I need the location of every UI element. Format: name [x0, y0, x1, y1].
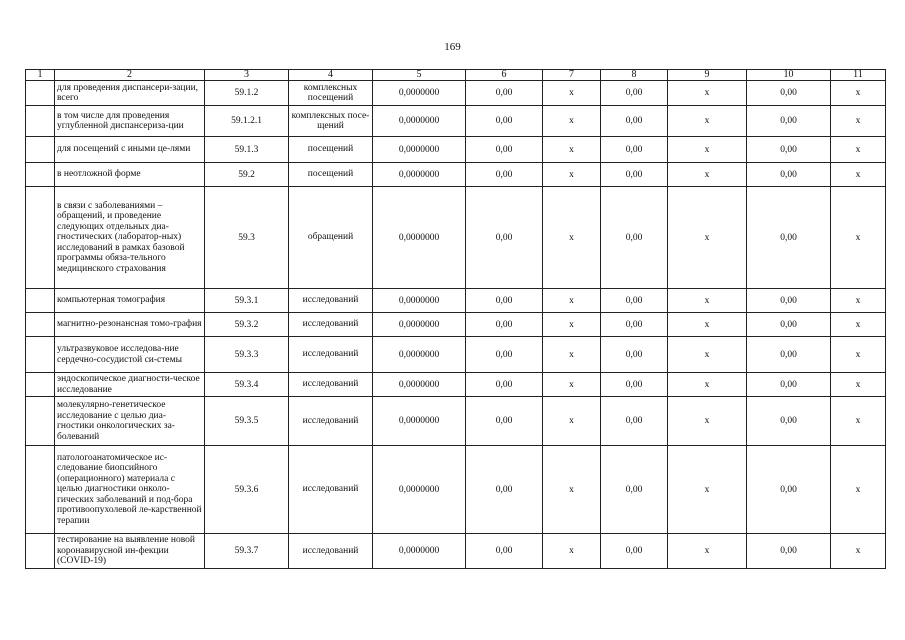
table-row	[26, 81, 886, 106]
row-col1-cell	[26, 534, 55, 569]
row-c11-cell: х	[831, 534, 886, 569]
row-name-cell: тестирование на выявление новой коронавирусной ин-фекции (COVID-19)	[55, 534, 205, 569]
column-header-1: 1	[26, 70, 55, 81]
row-c8-cell: 0,00	[601, 337, 668, 373]
row-c10-cell: 0,00	[747, 373, 831, 397]
row-unit-cell: исследований	[289, 373, 373, 397]
row-col1-cell	[26, 289, 55, 313]
row-c5-cell: 0,0000000	[373, 397, 466, 446]
row-code-cell: 59.3	[205, 187, 289, 289]
row-c9-cell: х	[668, 337, 747, 373]
row-c7-cell: х	[543, 373, 601, 397]
row-c5-cell: 0,0000000	[373, 313, 466, 337]
row-c5-cell: 0,0000000	[373, 106, 466, 137]
table-row	[26, 137, 886, 163]
row-c8-cell: 0,00	[601, 534, 668, 569]
table-row	[26, 397, 886, 446]
row-c7-cell: х	[543, 81, 601, 106]
row-c9-cell: х	[668, 187, 747, 289]
row-c11-cell: х	[831, 397, 886, 446]
column-header-7: 7	[543, 70, 601, 81]
column-header-4: 4	[289, 70, 373, 81]
table-row	[26, 106, 886, 137]
row-unit-cell: исследований	[289, 397, 373, 446]
row-c9-cell: х	[668, 397, 747, 446]
row-unit-cell: комплексных посе-щений	[289, 106, 373, 137]
table-row	[26, 337, 886, 373]
row-code-cell: 59.3.7	[205, 534, 289, 569]
row-code-cell: 59.2	[205, 163, 289, 187]
row-c11-cell: х	[831, 337, 886, 373]
row-code-cell: 59.3.5	[205, 397, 289, 446]
column-header-10: 10	[747, 70, 831, 81]
row-c7-cell: х	[543, 137, 601, 163]
row-c7-cell: х	[543, 187, 601, 289]
row-name-cell: молекулярно-генетическое исследование с целью диа-гностики онкологических за-болеваний	[55, 397, 205, 446]
row-name-cell: патологоанатомическое ис-следование биопсийного (операционного) материала с целью диагностики онколо-гических заболеваний и под-бора противоопухолевой ле-карственной терапии	[55, 446, 205, 534]
row-c10-cell: 0,00	[747, 289, 831, 313]
row-c8-cell: 0,00	[601, 373, 668, 397]
row-code-cell: 59.1.2.1	[205, 106, 289, 137]
row-col1-cell	[26, 163, 55, 187]
row-c10-cell: 0,00	[747, 81, 831, 106]
row-col1-cell	[26, 373, 55, 397]
row-c9-cell: х	[668, 163, 747, 187]
row-c8-cell: 0,00	[601, 106, 668, 137]
row-c6-cell: 0,00	[466, 534, 543, 569]
row-c5-cell: 0,0000000	[373, 337, 466, 373]
row-c8-cell: 0,00	[601, 81, 668, 106]
row-c11-cell: х	[831, 106, 886, 137]
page-number: 169	[444, 41, 461, 53]
row-c5-cell: 0,0000000	[373, 289, 466, 313]
row-c5-cell: 0,0000000	[373, 137, 466, 163]
row-c7-cell: х	[543, 337, 601, 373]
column-header-11: 11	[831, 70, 886, 81]
row-unit-cell: исследований	[289, 534, 373, 569]
row-c6-cell: 0,00	[466, 397, 543, 446]
row-c8-cell: 0,00	[601, 187, 668, 289]
row-c6-cell: 0,00	[466, 446, 543, 534]
table-row	[26, 163, 886, 187]
row-name-cell: для посещений с иными це-лями	[55, 137, 205, 163]
row-name-cell: в том числе для проведения углубленной диспансериза-ции	[55, 106, 205, 137]
row-unit-cell: исследований	[289, 313, 373, 337]
row-code-cell: 59.3.1	[205, 289, 289, 313]
row-c6-cell: 0,00	[466, 106, 543, 137]
row-c11-cell: х	[831, 137, 886, 163]
row-code-cell: 59.1.3	[205, 137, 289, 163]
row-name-cell: компьютерная томография	[55, 289, 205, 313]
row-col1-cell	[26, 187, 55, 289]
column-header-9: 9	[668, 70, 747, 81]
row-name-cell: эндоскопическое диагности-ческое исследование	[55, 373, 205, 397]
row-unit-cell: комплексных посещений	[289, 81, 373, 106]
row-c8-cell: 0,00	[601, 446, 668, 534]
row-unit-cell: исследований	[289, 446, 373, 534]
row-col1-cell	[26, 397, 55, 446]
row-col1-cell	[26, 313, 55, 337]
row-c7-cell: х	[543, 534, 601, 569]
row-unit-cell: исследований	[289, 289, 373, 313]
row-c10-cell: 0,00	[747, 397, 831, 446]
row-name-cell: магнитно-резонансная томо-графия	[55, 313, 205, 337]
row-c10-cell: 0,00	[747, 106, 831, 137]
row-c10-cell: 0,00	[747, 137, 831, 163]
row-col1-cell	[26, 106, 55, 137]
row-c11-cell: х	[831, 81, 886, 106]
row-col1-cell	[26, 337, 55, 373]
row-c6-cell: 0,00	[466, 137, 543, 163]
row-col1-cell	[26, 137, 55, 163]
row-code-cell: 59.1.2	[205, 81, 289, 106]
table-row	[26, 313, 886, 337]
row-c9-cell: х	[668, 81, 747, 106]
row-c8-cell: 0,00	[601, 137, 668, 163]
row-c10-cell: 0,00	[747, 313, 831, 337]
column-header-6: 6	[466, 70, 543, 81]
row-c11-cell: х	[831, 163, 886, 187]
row-c7-cell: х	[543, 106, 601, 137]
column-header-3: 3	[205, 70, 289, 81]
row-c9-cell: х	[668, 137, 747, 163]
data-table	[25, 69, 886, 569]
row-c8-cell: 0,00	[601, 313, 668, 337]
row-c11-cell: х	[831, 373, 886, 397]
row-c9-cell: х	[668, 446, 747, 534]
row-code-cell: 59.3.6	[205, 446, 289, 534]
row-c5-cell: 0,0000000	[373, 163, 466, 187]
row-c6-cell: 0,00	[466, 187, 543, 289]
row-unit-cell: посещений	[289, 137, 373, 163]
row-code-cell: 59.3.4	[205, 373, 289, 397]
row-c11-cell: х	[831, 446, 886, 534]
table-row	[26, 534, 886, 569]
row-c8-cell: 0,00	[601, 163, 668, 187]
row-c8-cell: 0,00	[601, 289, 668, 313]
row-c7-cell: х	[543, 163, 601, 187]
row-c7-cell: х	[543, 289, 601, 313]
row-c9-cell: х	[668, 373, 747, 397]
row-c7-cell: х	[543, 446, 601, 534]
row-code-cell: 59.3.3	[205, 337, 289, 373]
row-c7-cell: х	[543, 313, 601, 337]
table-row	[26, 446, 886, 534]
row-c10-cell: 0,00	[747, 534, 831, 569]
header-row	[26, 70, 886, 81]
table-row	[26, 289, 886, 313]
row-c5-cell: 0,0000000	[373, 446, 466, 534]
column-header-5: 5	[373, 70, 466, 81]
row-c5-cell: 0,0000000	[373, 373, 466, 397]
row-c10-cell: 0,00	[747, 187, 831, 289]
row-name-cell: ультразвуковое исследова-ние сердечно-сосудистой си-стемы	[55, 337, 205, 373]
column-header-2: 2	[55, 70, 205, 81]
row-c5-cell: 0,0000000	[373, 81, 466, 106]
row-c11-cell: х	[831, 313, 886, 337]
row-col1-cell	[26, 81, 55, 106]
row-c5-cell: 0,0000000	[373, 187, 466, 289]
row-c9-cell: х	[668, 106, 747, 137]
row-c6-cell: 0,00	[466, 289, 543, 313]
table-row	[26, 373, 886, 397]
row-c6-cell: 0,00	[466, 81, 543, 106]
row-c6-cell: 0,00	[466, 337, 543, 373]
row-c7-cell: х	[543, 397, 601, 446]
row-c11-cell: х	[831, 187, 886, 289]
row-c9-cell: х	[668, 313, 747, 337]
row-c6-cell: 0,00	[466, 373, 543, 397]
row-c10-cell: 0,00	[747, 337, 831, 373]
row-c5-cell: 0,0000000	[373, 534, 466, 569]
row-unit-cell: исследований	[289, 337, 373, 373]
row-col1-cell	[26, 446, 55, 534]
row-name-cell: для проведения диспансери-зации, всего	[55, 81, 205, 106]
row-code-cell: 59.3.2	[205, 313, 289, 337]
row-unit-cell: посещений	[289, 163, 373, 187]
row-c10-cell: 0,00	[747, 446, 831, 534]
row-c6-cell: 0,00	[466, 313, 543, 337]
row-c10-cell: 0,00	[747, 163, 831, 187]
row-name-cell: в неотложной форме	[55, 163, 205, 187]
row-name-cell: в связи с заболеваниями – обращений, и проведение следующих отдельных диа-гностических (лаборатор-ных) исследований в рамках базовой программы обяза-тельного медицинского страхования	[55, 187, 205, 289]
row-c8-cell: 0,00	[601, 397, 668, 446]
row-c11-cell: х	[831, 289, 886, 313]
row-c6-cell: 0,00	[466, 163, 543, 187]
row-unit-cell: обращений	[289, 187, 373, 289]
column-header-8: 8	[601, 70, 668, 81]
table-row	[26, 187, 886, 289]
row-c9-cell: х	[668, 289, 747, 313]
row-c9-cell: х	[668, 534, 747, 569]
